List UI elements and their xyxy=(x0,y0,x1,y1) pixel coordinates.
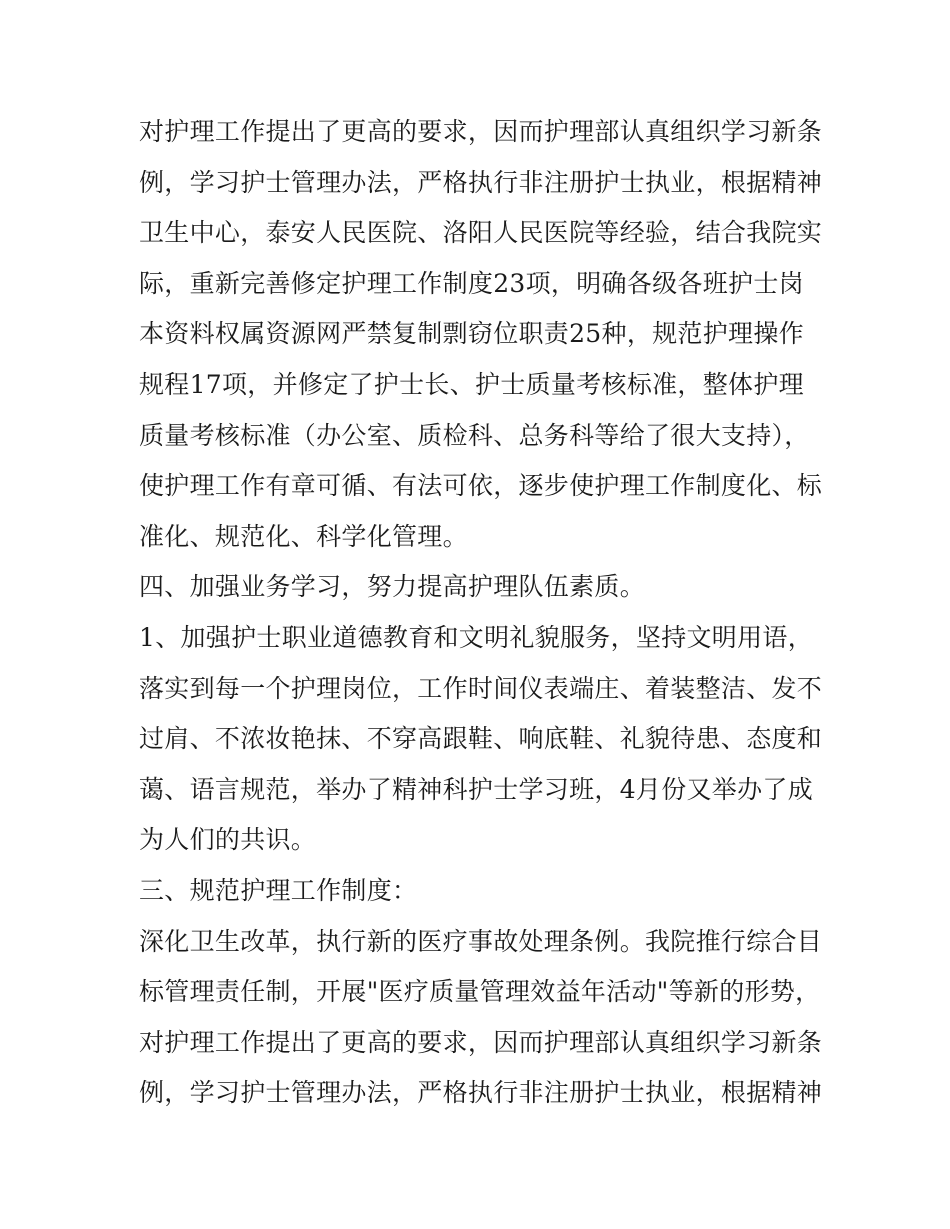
text-line: 本资料权属资源网严禁复制剽窃位职责25种，规范护理操作 xyxy=(139,319,804,349)
text-line: 使护理工作有章可循、有法可依，逐步使护理工作制度化、标 xyxy=(139,471,823,501)
text-line: 落实到每一个护理岗位，工作时间仪表端庄、着装整洁、发不 xyxy=(139,673,823,703)
text-line: 标管理责任制，开展"医疗质量管理效益年活动"等新的形势， xyxy=(139,977,821,1007)
text-line: 深化卫生改革，执行新的医疗事故处理条例。我院推行综合目 xyxy=(139,926,823,956)
text-line: 际，重新完善修定护理工作制度23项，明确各级各班护士岗 xyxy=(139,268,804,298)
text-line: 卫生中心，泰安人民医院、洛阳人民医院等经验，结合我院实 xyxy=(139,218,823,248)
text-line: 规程17项，并修定了护士长、护士质量考核标准，整体护理 xyxy=(139,369,804,399)
section-heading-4: 四、加强业务学习，努力提高护理队伍素质。 xyxy=(139,572,646,602)
text-line: 例，学习护士管理办法，严格执行非注册护士执业，根据精神 xyxy=(139,167,823,197)
section-heading-3: 三、规范护理工作制度： xyxy=(139,875,418,905)
text-line: 对护理工作提出了更高的要求，因而护理部认真组织学习新条 xyxy=(139,1027,823,1057)
text-line: 质量考核标准（办公室、质检科、总务科等给了很大支持）， xyxy=(139,420,810,450)
text-line: 1、加强护士职业道德教育和文明礼貌服务，坚持文明用语， xyxy=(139,622,814,652)
text-line: 对护理工作提出了更高的要求，因而护理部认真组织学习新条 xyxy=(139,117,823,146)
text-line: 蔼、语言规范，举办了精神科护士学习班，4月份又举办了成 xyxy=(139,774,814,804)
text-line: 例，学习护士管理办法，严格执行非注册护士执业，根据精神 xyxy=(139,1078,823,1108)
document-body xyxy=(139,107,839,1119)
text-line: 为人们的共识。 xyxy=(139,825,317,855)
text-line: 过肩、不浓妆艳抹、不穿高跟鞋、响底鞋、礼貌待患、态度和 xyxy=(139,724,823,754)
text-line: 准化、规范化、科学化管理。 xyxy=(139,521,468,551)
